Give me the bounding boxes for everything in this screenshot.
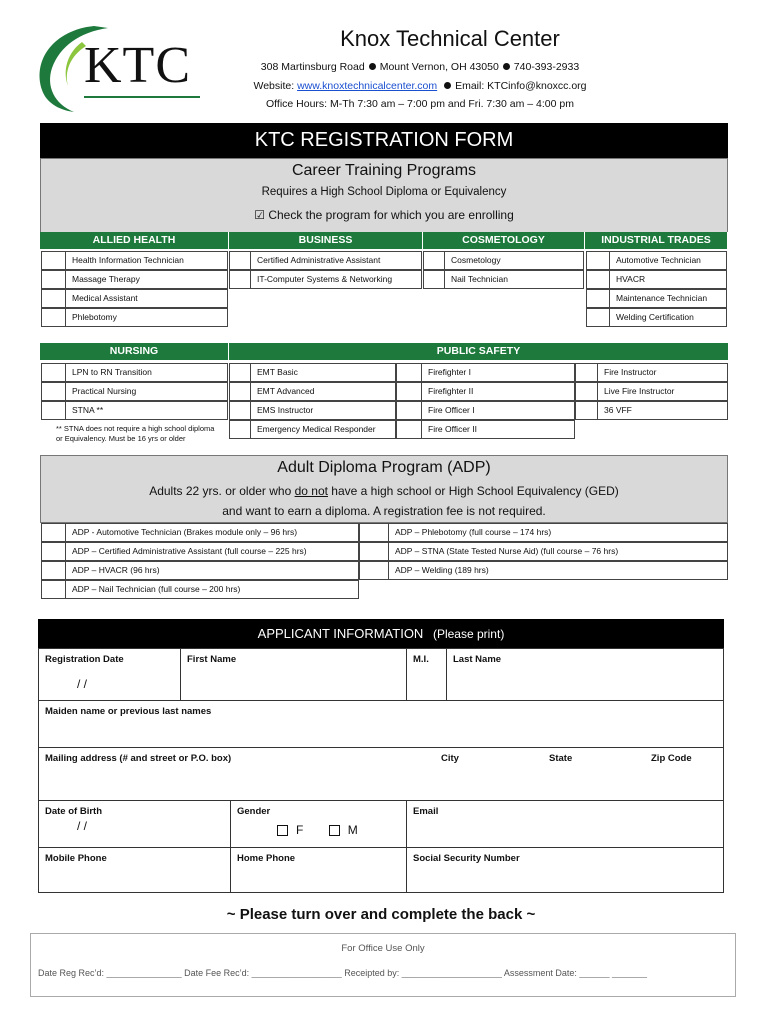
- program-emt-basic: EMT Basic: [250, 363, 396, 382]
- ssn-label: Social Security Number: [413, 853, 520, 864]
- checkbox-fire-officer-2[interactable]: [396, 420, 422, 439]
- ktc-logo: [24, 20, 210, 112]
- program-adp-automotive: ADP - Automotive Technician (Brakes module only – 96 hrs): [65, 523, 359, 542]
- checkbox-fire-officer-1[interactable]: [396, 401, 422, 420]
- program-medical-assistant: Medical Assistant: [65, 289, 228, 308]
- checkbox-automotive-tech[interactable]: [586, 251, 610, 270]
- logo-underline: [84, 96, 200, 98]
- registration-date-label: Registration Date: [45, 654, 124, 665]
- checkbox-firefighter-2[interactable]: [396, 382, 422, 401]
- program-nail-technician: Nail Technician: [444, 270, 584, 289]
- first-name-label: First Name: [187, 654, 237, 665]
- program-emr: Emergency Medical Responder: [250, 420, 396, 439]
- contact-line: Website: www.knoxtechnicalcenter.com Email: KTCinfo@knoxcc.org: [253, 80, 587, 92]
- program-adp-nail-tech: ADP – Nail Technician (full course – 200 hrs): [65, 580, 359, 599]
- checkbox-phlebotomy[interactable]: [41, 308, 66, 327]
- checkbox-adp-automotive[interactable]: [41, 523, 66, 542]
- checkbox-medical-assistant[interactable]: [41, 289, 66, 308]
- gender-m-checkbox[interactable]: [329, 825, 340, 836]
- checkbox-hvacr[interactable]: [586, 270, 610, 289]
- checkbox-36-vff[interactable]: [575, 401, 598, 420]
- checked-box-icon: ☑: [254, 208, 265, 222]
- checkbox-adp-stna[interactable]: [359, 542, 389, 561]
- middle-initial-field[interactable]: [406, 648, 447, 701]
- address-line: 308 Martinsburg Road Mount Vernon, OH 43050 740-393-2933: [260, 61, 580, 73]
- program-adp-stna: ADP – STNA (State Tested Nurse Aid) (full course – 76 hrs): [388, 542, 728, 561]
- checkbox-practical-nursing[interactable]: [41, 382, 66, 401]
- zip-code-label: Zip Code: [651, 753, 692, 764]
- checkbox-stna[interactable]: [41, 401, 66, 420]
- checkbox-adp-phlebotomy[interactable]: [359, 523, 389, 542]
- checkbox-adp-nail-tech[interactable]: [41, 580, 66, 599]
- mailing-address-label: Mailing address (# and street or P.O. box): [45, 753, 232, 764]
- website-link[interactable]: www.knoxtechnicalcenter.com: [297, 80, 438, 92]
- header-public-safety: PUBLIC SAFETY: [229, 343, 728, 360]
- program-maintenance-tech: Maintenance Technician: [609, 289, 727, 308]
- program-ems-instructor: EMS Instructor: [250, 401, 396, 420]
- checkbox-emt-advanced[interactable]: [229, 382, 251, 401]
- turn-over-note: ~ Please turn over and complete the back ~: [226, 906, 536, 923]
- program-adp-admin-assistant: ADP – Certified Administrative Assistant (full course – 225 hrs): [65, 542, 359, 561]
- last-name-field[interactable]: [446, 648, 724, 701]
- header-nursing: NURSING: [40, 343, 229, 360]
- career-subtitle: Requires a High School Diploma or Equivalency: [261, 186, 507, 198]
- checkbox-fire-instructor[interactable]: [575, 363, 598, 382]
- gender-f-label: F: [296, 823, 304, 837]
- gender-m-label: M: [347, 823, 358, 837]
- ssn-field[interactable]: [406, 847, 724, 893]
- checkbox-maintenance-tech[interactable]: [586, 289, 610, 308]
- program-adp-welding: ADP – Welding (189 hrs): [388, 561, 728, 580]
- maiden-name-label: Maiden name or previous last names: [45, 706, 212, 717]
- school-name: Knox Technical Center: [340, 26, 560, 51]
- program-firefighter-1: Firefighter I: [421, 363, 575, 382]
- email-label: Email: [413, 806, 439, 817]
- header-business: BUSINESS: [229, 232, 423, 249]
- home-phone-field[interactable]: [230, 847, 407, 893]
- checkbox-ems-instructor[interactable]: [229, 401, 251, 420]
- home-phone-label: Home Phone: [237, 853, 296, 864]
- program-36-vff: 36 VFF: [597, 401, 728, 420]
- last-name-label: Last Name: [453, 654, 502, 665]
- program-firefighter-2: Firefighter II: [421, 382, 575, 401]
- program-practical-nursing: Practical Nursing: [65, 382, 228, 401]
- adp-line-1: Adults 22 yrs. or older who do not have a high school or High School Equivalency (GED): [149, 484, 619, 498]
- checkbox-cosmetology[interactable]: [423, 251, 445, 270]
- program-stna: STNA **: [65, 401, 228, 420]
- gender-f-checkbox[interactable]: [277, 825, 288, 836]
- first-name-field[interactable]: [180, 648, 407, 701]
- mobile-phone-label: Mobile Phone: [45, 853, 107, 864]
- logo-text: KTC: [84, 37, 191, 94]
- program-adp-phlebotomy: ADP – Phlebotomy (full course – 174 hrs): [388, 523, 728, 542]
- office-use-line: Date Reg Rec’d: _______________ Date Fee Rec’d: __________________ Receipted by: ____________________ Assessment Date: ______ _______: [38, 968, 647, 978]
- adp-title: Adult Diploma Program (ADP): [277, 459, 491, 476]
- registration-date-field[interactable]: [38, 648, 181, 701]
- mobile-phone-field[interactable]: [38, 847, 231, 893]
- state-label: State: [549, 753, 573, 764]
- adp-line-2: and want to earn a diploma. A registration fee is not required.: [222, 504, 546, 518]
- program-health-info-tech: Health Information Technician: [65, 251, 228, 270]
- program-emt-advanced: EMT Advanced: [250, 382, 396, 401]
- program-fire-officer-2: Fire Officer II: [421, 420, 575, 439]
- program-it-systems: IT-Computer Systems & Networking: [250, 270, 422, 289]
- program-massage-therapy: Massage Therapy: [65, 270, 228, 289]
- program-fire-officer-1: Fire Officer I: [421, 401, 575, 420]
- checkbox-massage-therapy[interactable]: [41, 270, 66, 289]
- career-instruction: ☑ Check the program for which you are enrolling: [254, 208, 514, 222]
- program-cert-admin-assistant: Certified Administrative Assistant: [250, 251, 422, 270]
- checkbox-lpn-rn[interactable]: [41, 363, 66, 382]
- program-automotive-tech: Automotive Technician: [609, 251, 727, 270]
- program-hvacr: HVACR: [609, 270, 727, 289]
- stna-note: ** STNA does not require a high school diploma or Equivalency. Must be 16 yrs or older: [56, 424, 215, 443]
- checkbox-adp-admin-assistant[interactable]: [41, 542, 66, 561]
- program-lpn-rn: LPN to RN Transition: [65, 363, 228, 382]
- career-title: Career Training Programs: [291, 162, 477, 179]
- dob-slashes: / /: [77, 819, 88, 833]
- program-cosmetology: Cosmetology: [444, 251, 584, 270]
- checkbox-firefighter-1[interactable]: [396, 363, 422, 382]
- office-use-title: For Office Use Only: [341, 943, 425, 954]
- checkbox-emt-basic[interactable]: [229, 363, 251, 382]
- gender-options: [277, 823, 400, 837]
- checkbox-it-systems[interactable]: [229, 270, 251, 289]
- program-adp-hvacr: ADP – HVACR (96 hrs): [65, 561, 359, 580]
- email-field[interactable]: [406, 800, 724, 848]
- applicant-info-header: APPLICANT INFORMATION (Please print): [38, 619, 724, 648]
- mi-label: M.I.: [413, 654, 429, 665]
- registration-date-slashes: / /: [77, 677, 88, 691]
- checkbox-live-fire-instructor[interactable]: [575, 382, 598, 401]
- city-label: City: [441, 753, 459, 764]
- checkbox-welding-cert[interactable]: [586, 308, 610, 327]
- header-cosmetology: COSMETOLOGY: [423, 232, 585, 249]
- date-of-birth-field[interactable]: [38, 800, 231, 848]
- checkbox-emr[interactable]: [229, 420, 251, 439]
- maiden-name-field[interactable]: [38, 700, 724, 748]
- program-welding-cert: Welding Certification: [609, 308, 727, 327]
- program-live-fire-instructor: Live Fire Instructor: [597, 382, 728, 401]
- header-industrial-trades: INDUSTRIAL TRADES: [585, 232, 728, 249]
- checkbox-nail-technician[interactable]: [423, 270, 445, 289]
- checkbox-adp-welding[interactable]: [359, 561, 389, 580]
- checkbox-cert-admin-assistant[interactable]: [229, 251, 251, 270]
- gender-label: Gender: [237, 806, 271, 817]
- dob-label: Date of Birth: [45, 806, 102, 817]
- program-fire-instructor: Fire Instructor: [597, 363, 728, 382]
- checkbox-adp-hvacr[interactable]: [41, 561, 66, 580]
- office-hours: Office Hours: M-Th 7:30 am – 7:00 pm and Fri. 7:30 am – 4:00 pm: [266, 98, 574, 110]
- form-title: KTC REGISTRATION FORM: [40, 123, 728, 158]
- program-phlebotomy: Phlebotomy: [65, 308, 228, 327]
- gender-field: [230, 800, 407, 848]
- checkbox-health-info-tech[interactable]: [41, 251, 66, 270]
- header-allied-health: ALLIED HEALTH: [40, 232, 229, 249]
